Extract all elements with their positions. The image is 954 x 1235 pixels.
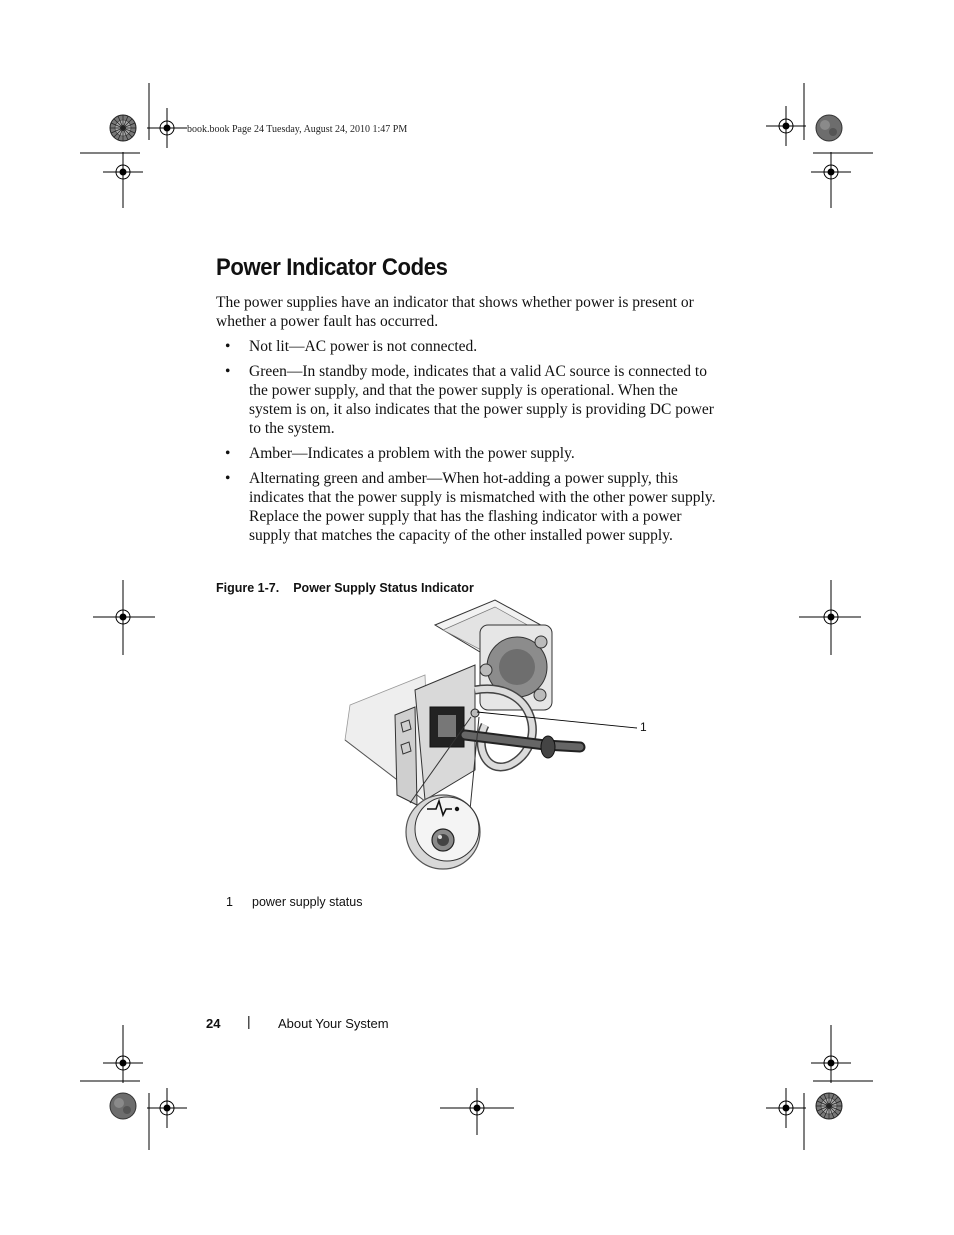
list-item-text: Green—In standby mode, indicates that a valid AC source is connected to the power supply, and that the power supply is operational. When the system is on, it also indicates that the power supply is providing DC power to the system.: [249, 363, 714, 437]
legend-number: 1: [226, 895, 233, 909]
footer-separator: |: [247, 1013, 251, 1029]
list-item: [216, 337, 716, 356]
bullet-icon: •: [225, 445, 231, 462]
bullet-icon: •: [225, 470, 231, 487]
figure-caption: [216, 581, 474, 595]
bullet-icon: •: [225, 363, 231, 380]
list-item-text: Not lit—AC power is not connected.: [249, 338, 478, 355]
figure-title: Power Supply Status Indicator: [293, 581, 474, 595]
legend-label: power supply status: [252, 895, 363, 909]
list-item-text: Alternating green and amber—When hot-adding a power supply, this indicates that the power supply is mismatched with the other power supply. Replace the power supply that has the flashing indicator with a power supply that matches the capacity of the other installed power supply.: [249, 470, 716, 544]
list-item-text: Amber—Indicates a problem with the power supply.: [249, 445, 575, 462]
print-slug: book.book Page 24 Tuesday, August 24, 2010 1:47 PM: [187, 124, 408, 135]
figure-number: Figure 1-7.: [216, 581, 280, 595]
page-title: Power Indicator Codes: [216, 254, 448, 281]
bullet-icon: •: [225, 338, 231, 355]
power-supply-illustration: [335, 595, 655, 880]
list-item: [216, 444, 716, 463]
list-item: [216, 362, 716, 438]
footer-section-name: About Your System: [278, 1016, 389, 1031]
figure-callout-number: 1: [640, 720, 647, 734]
intro-paragraph: The power supplies have an indicator that shows whether power is present or whether a power fault has occurred.: [216, 294, 694, 330]
indicator-code-list: [216, 337, 716, 551]
list-item: [216, 469, 716, 545]
page-number: 24: [206, 1016, 221, 1031]
